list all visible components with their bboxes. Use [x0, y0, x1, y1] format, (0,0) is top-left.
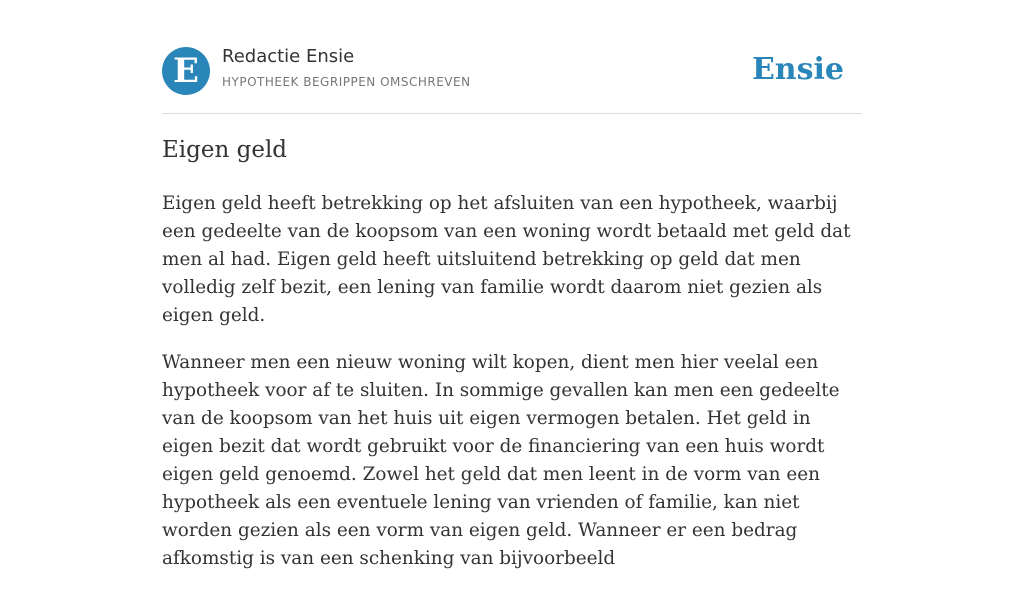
- avatar-letter: E: [173, 51, 199, 91]
- article-paragraph: Eigen geld heeft betrekking op het afsluiten van een hypotheek, waarbij een gedeelte van de koopsom van een woning wordt betaald met geld dat men al had. Eigen geld heeft uitsluitend betrekking op geld dat men volledig zelf bezit, een lening van familie wordt daarom niet gezien als eigen geld.: [162, 193, 851, 326]
- article-paragraph: Wanneer men een nieuw woning wilt kopen, dient men hier veelal een hypotheek voor af te sluiten. In sommige gevallen kan men een gedeelte van de koopsom van het huis uit eigen vermogen betalen. Het geld in eigen bezit dat wordt gebruikt voor de financiering van een huis wordt eigen geld genoemd. Zowel het geld dat men leent in de vorm van een hypotheek als een eventuele lening van vrienden of familie, kan niet worden gezien als een vorm van eigen geld. Wanneer er een bedrag afkomstig is van een schenking van bijvoorbeeld: [162, 352, 840, 569]
- article-header: [162, 0, 862, 114]
- page-title: Eigen geld: [162, 137, 288, 163]
- category-tags[interactable]: HYPOTHEEK BEGRIPPEN OMSCHREVEN: [222, 75, 471, 89]
- article-container: [162, 0, 862, 569]
- article-body: [162, 190, 862, 592]
- brand-logo[interactable]: Ensie: [751, 52, 844, 87]
- avatar[interactable]: [162, 47, 210, 95]
- author-name[interactable]: Redactie Ensie: [222, 46, 355, 67]
